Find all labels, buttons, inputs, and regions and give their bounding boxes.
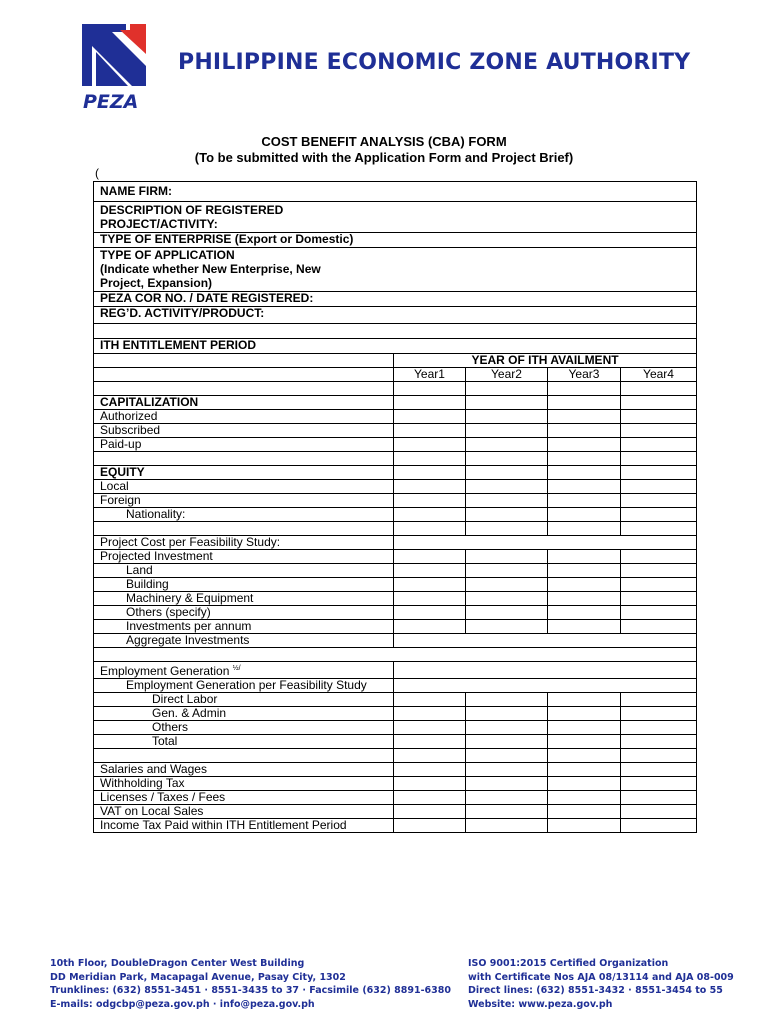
form-cell[interactable] xyxy=(466,791,548,805)
form-cell[interactable] xyxy=(394,396,466,410)
form-cell[interactable] xyxy=(94,648,697,662)
form-cell[interactable] xyxy=(466,522,548,536)
form-cell[interactable] xyxy=(548,592,621,606)
form-cell[interactable] xyxy=(94,382,394,396)
form-cell[interactable] xyxy=(621,620,697,634)
regd-activity-label: REG’D. ACTIVITY/PRODUCT: xyxy=(94,307,697,324)
form-cell[interactable] xyxy=(548,564,621,578)
form-cell[interactable] xyxy=(394,791,466,805)
form-cell[interactable] xyxy=(466,466,548,480)
others-specify-label: Others (specify) xyxy=(94,606,394,620)
form-cell[interactable] xyxy=(621,410,697,424)
form-cell[interactable] xyxy=(394,522,466,536)
form-cell[interactable] xyxy=(466,620,548,634)
peza-logo xyxy=(82,24,146,112)
form-cell[interactable] xyxy=(621,522,697,536)
paid-up-label: Paid-up xyxy=(94,438,394,452)
form-cell[interactable] xyxy=(621,721,697,735)
local-label: Local xyxy=(94,480,394,494)
form-cell[interactable] xyxy=(394,382,466,396)
form-cell[interactable] xyxy=(548,777,621,791)
form-cell xyxy=(94,248,697,292)
form-cell[interactable] xyxy=(466,382,548,396)
form-cell[interactable] xyxy=(394,679,697,693)
form-cell[interactable] xyxy=(548,410,621,424)
authorized-label: Authorized xyxy=(94,410,394,424)
form-cell[interactable] xyxy=(466,606,548,620)
form-cell[interactable] xyxy=(621,438,697,452)
cor-no-label: PEZA COR NO. / DATE REGISTERED: xyxy=(94,292,697,307)
form-cell[interactable] xyxy=(548,396,621,410)
form-cell[interactable] xyxy=(548,424,621,438)
form-cell[interactable] xyxy=(394,693,466,707)
year-4-header: Year4 xyxy=(621,368,697,382)
foreign-label: Foreign xyxy=(94,494,394,508)
form-cell[interactable] xyxy=(621,819,697,833)
form-cell[interactable] xyxy=(548,480,621,494)
form-cell[interactable] xyxy=(394,578,466,592)
form-cell[interactable] xyxy=(466,805,548,819)
form-cell[interactable] xyxy=(621,494,697,508)
footer-emails[interactable]: E-mails: odgcbp@peza.gov.ph · info@peza.gov.ph xyxy=(50,998,315,1010)
form-cell[interactable] xyxy=(548,805,621,819)
form-cell[interactable] xyxy=(394,508,466,522)
equity-label: EQUITY xyxy=(94,466,394,480)
others-label: Others xyxy=(94,721,394,735)
form-cell[interactable] xyxy=(466,396,548,410)
form-cell[interactable] xyxy=(621,508,697,522)
form-cell[interactable] xyxy=(466,763,548,777)
form-cell[interactable] xyxy=(548,452,621,466)
investments-per-annum-label: Investments per annum xyxy=(94,620,394,634)
gen-admin-label: Gen. & Admin xyxy=(94,707,394,721)
stray-mark: ( xyxy=(95,166,99,180)
form-cell[interactable] xyxy=(621,578,697,592)
footer-address xyxy=(50,957,451,1011)
form-cell[interactable] xyxy=(394,805,466,819)
form-cell[interactable] xyxy=(621,606,697,620)
form-cell[interactable] xyxy=(621,592,697,606)
capitalization-label: CAPITALIZATION xyxy=(94,396,394,410)
type-enterprise-label: TYPE OF ENTERPRISE xyxy=(100,232,232,246)
footer-website[interactable]: Website: www.peza.gov.ph xyxy=(468,998,613,1010)
year-2-header: Year2 xyxy=(466,368,548,382)
withholding-label: Withholding Tax xyxy=(94,777,394,791)
form-cell[interactable] xyxy=(394,480,466,494)
form-cell[interactable] xyxy=(621,424,697,438)
form-cell[interactable] xyxy=(466,749,548,763)
form-title: COST BENEFIT ANALYSIS (CBA) FORM xyxy=(261,134,507,149)
year-availment-header: YEAR OF ITH AVAILMENT xyxy=(394,354,697,368)
form-cell[interactable] xyxy=(548,819,621,833)
form-cell[interactable] xyxy=(621,550,697,564)
type-application-note: (Indicate whether New Enterprise, New Project, Expansion) xyxy=(100,262,321,290)
form-cell[interactable] xyxy=(394,424,466,438)
form-cell[interactable] xyxy=(621,466,697,480)
footer-line: Trunklines: (632) 8551-3451 · 8551-3435 to 37 · Facsimile (632) 8891-6380 xyxy=(50,985,451,996)
form-cell[interactable] xyxy=(548,721,621,735)
form-cell[interactable] xyxy=(548,382,621,396)
aggregate-investments-label: Aggregate Investments xyxy=(94,634,394,648)
form-cell xyxy=(94,233,697,248)
form-cell[interactable] xyxy=(394,749,466,763)
form-cell[interactable] xyxy=(621,805,697,819)
form-cell[interactable] xyxy=(621,763,697,777)
form-cell[interactable] xyxy=(466,721,548,735)
form-cell[interactable] xyxy=(394,721,466,735)
form-cell[interactable] xyxy=(466,424,548,438)
footer-line: ISO 9001:2015 Certified Organization xyxy=(468,958,669,969)
form-cell[interactable] xyxy=(394,735,466,749)
form-cell[interactable] xyxy=(394,592,466,606)
organization-name: PHILIPPINE ECONOMIC ZONE AUTHORITY xyxy=(178,50,691,75)
ith-period-label: ITH ENTITLEMENT PERIOD xyxy=(94,339,697,354)
form-cell[interactable] xyxy=(548,693,621,707)
form-cell[interactable] xyxy=(394,707,466,721)
footer-line: DD Meridian Park, Macapagal Avenue, Pasay City, 1302 xyxy=(50,971,346,983)
form-cell[interactable] xyxy=(548,763,621,777)
form-cell[interactable] xyxy=(466,578,548,592)
form-cell[interactable] xyxy=(621,564,697,578)
form-cell[interactable] xyxy=(466,819,548,833)
form-cell[interactable] xyxy=(621,382,697,396)
licenses-label: Licenses / Taxes / Fees xyxy=(94,791,394,805)
form-cell[interactable] xyxy=(394,494,466,508)
type-application-label: TYPE OF APPLICATION xyxy=(100,248,235,262)
year-1-header: Year1 xyxy=(394,368,466,382)
footer-line: with Certificate Nos AJA 08/13114 and AJA 08-009 xyxy=(468,971,734,983)
form-cell[interactable] xyxy=(548,606,621,620)
form-cell[interactable] xyxy=(394,536,697,550)
form-cell[interactable] xyxy=(466,693,548,707)
form-cell xyxy=(94,354,394,368)
form-cell[interactable] xyxy=(394,606,466,620)
form-cell[interactable] xyxy=(548,550,621,564)
form-cell[interactable] xyxy=(548,508,621,522)
form-cell[interactable] xyxy=(621,452,697,466)
machinery-label: Machinery & Equipment xyxy=(94,592,394,606)
form-cell[interactable] xyxy=(621,693,697,707)
form-subtitle: (To be submitted with the Application Form and Project Brief) xyxy=(194,150,574,165)
form-cell[interactable] xyxy=(466,707,548,721)
form-cell[interactable] xyxy=(94,522,394,536)
form-cell[interactable] xyxy=(394,662,697,679)
vat-label: VAT on Local Sales xyxy=(94,805,394,819)
footer-certification xyxy=(468,957,734,1011)
form-cell[interactable] xyxy=(394,620,466,634)
form-cell[interactable] xyxy=(621,707,697,721)
form-cell[interactable] xyxy=(548,791,621,805)
form-cell[interactable] xyxy=(548,749,621,763)
form-cell[interactable] xyxy=(621,480,697,494)
subscribed-label: Subscribed xyxy=(94,424,394,438)
form-cell[interactable] xyxy=(548,735,621,749)
cba-form-table xyxy=(93,181,697,833)
description-label: DESCRIPTION OF REGISTERED PROJECT/ACTIVITY: xyxy=(100,203,284,231)
logo-text: PEZA xyxy=(83,91,139,112)
form-cell[interactable] xyxy=(394,550,466,564)
type-enterprise-note: (Export or Domestic) xyxy=(231,232,354,246)
form-cell xyxy=(94,202,697,233)
name-firm-label: NAME FIRM: xyxy=(94,182,697,202)
form-cell[interactable] xyxy=(621,749,697,763)
form-cell[interactable] xyxy=(466,494,548,508)
form-cell xyxy=(94,368,394,382)
form-cell[interactable] xyxy=(548,466,621,480)
nationality-label: Nationality: xyxy=(94,508,394,522)
land-label: Land xyxy=(94,564,394,578)
form-cell[interactable] xyxy=(466,438,548,452)
form-cell[interactable] xyxy=(548,578,621,592)
form-cell[interactable] xyxy=(394,466,466,480)
form-cell[interactable] xyxy=(394,634,697,648)
form-cell[interactable] xyxy=(548,438,621,452)
income-tax-label: Income Tax Paid within ITH Entitlement Period xyxy=(94,819,394,833)
form-cell[interactable] xyxy=(548,522,621,536)
form-cell[interactable] xyxy=(394,819,466,833)
form-cell[interactable] xyxy=(466,452,548,466)
form-cell[interactable] xyxy=(94,749,394,763)
form-cell[interactable] xyxy=(394,777,466,791)
salaries-label: Salaries and Wages xyxy=(94,763,394,777)
employment-generation-label: Employment Generation xyxy=(100,664,230,678)
form-cell[interactable] xyxy=(94,452,394,466)
form-cell[interactable] xyxy=(466,480,548,494)
employment-footnote: ½/ xyxy=(232,665,241,672)
form-cell[interactable] xyxy=(466,508,548,522)
project-cost-label: Project Cost per Feasibility Study: xyxy=(94,536,394,550)
form-cell xyxy=(94,662,394,679)
form-cell[interactable] xyxy=(466,777,548,791)
form-cell[interactable] xyxy=(394,564,466,578)
form-cell[interactable] xyxy=(466,735,548,749)
form-cell[interactable] xyxy=(466,550,548,564)
form-cell[interactable] xyxy=(466,410,548,424)
employment-fs-label: Employment Generation per Feasibility Study xyxy=(94,679,394,693)
form-cell[interactable] xyxy=(394,452,466,466)
form-cell[interactable] xyxy=(548,620,621,634)
form-cell[interactable] xyxy=(394,438,466,452)
building-label: Building xyxy=(94,578,394,592)
form-cell[interactable] xyxy=(621,791,697,805)
form-cell xyxy=(94,324,697,339)
footer-line: 10th Floor, DoubleDragon Center West Building xyxy=(50,958,305,969)
form-cell[interactable] xyxy=(548,707,621,721)
form-cell[interactable] xyxy=(466,592,548,606)
form-cell[interactable] xyxy=(621,777,697,791)
direct-labor-label: Direct Labor xyxy=(94,693,394,707)
form-cell[interactable] xyxy=(394,763,466,777)
form-cell[interactable] xyxy=(466,564,548,578)
form-cell[interactable] xyxy=(548,494,621,508)
total-label: Total xyxy=(94,735,394,749)
form-cell[interactable] xyxy=(621,735,697,749)
year-3-header: Year3 xyxy=(548,368,621,382)
form-cell[interactable] xyxy=(621,396,697,410)
footer-line: Direct lines: (632) 8551-3432 · 8551-3454 to 55 xyxy=(468,985,723,996)
projected-investment-label: Projected Investment xyxy=(94,550,394,564)
form-cell[interactable] xyxy=(394,410,466,424)
